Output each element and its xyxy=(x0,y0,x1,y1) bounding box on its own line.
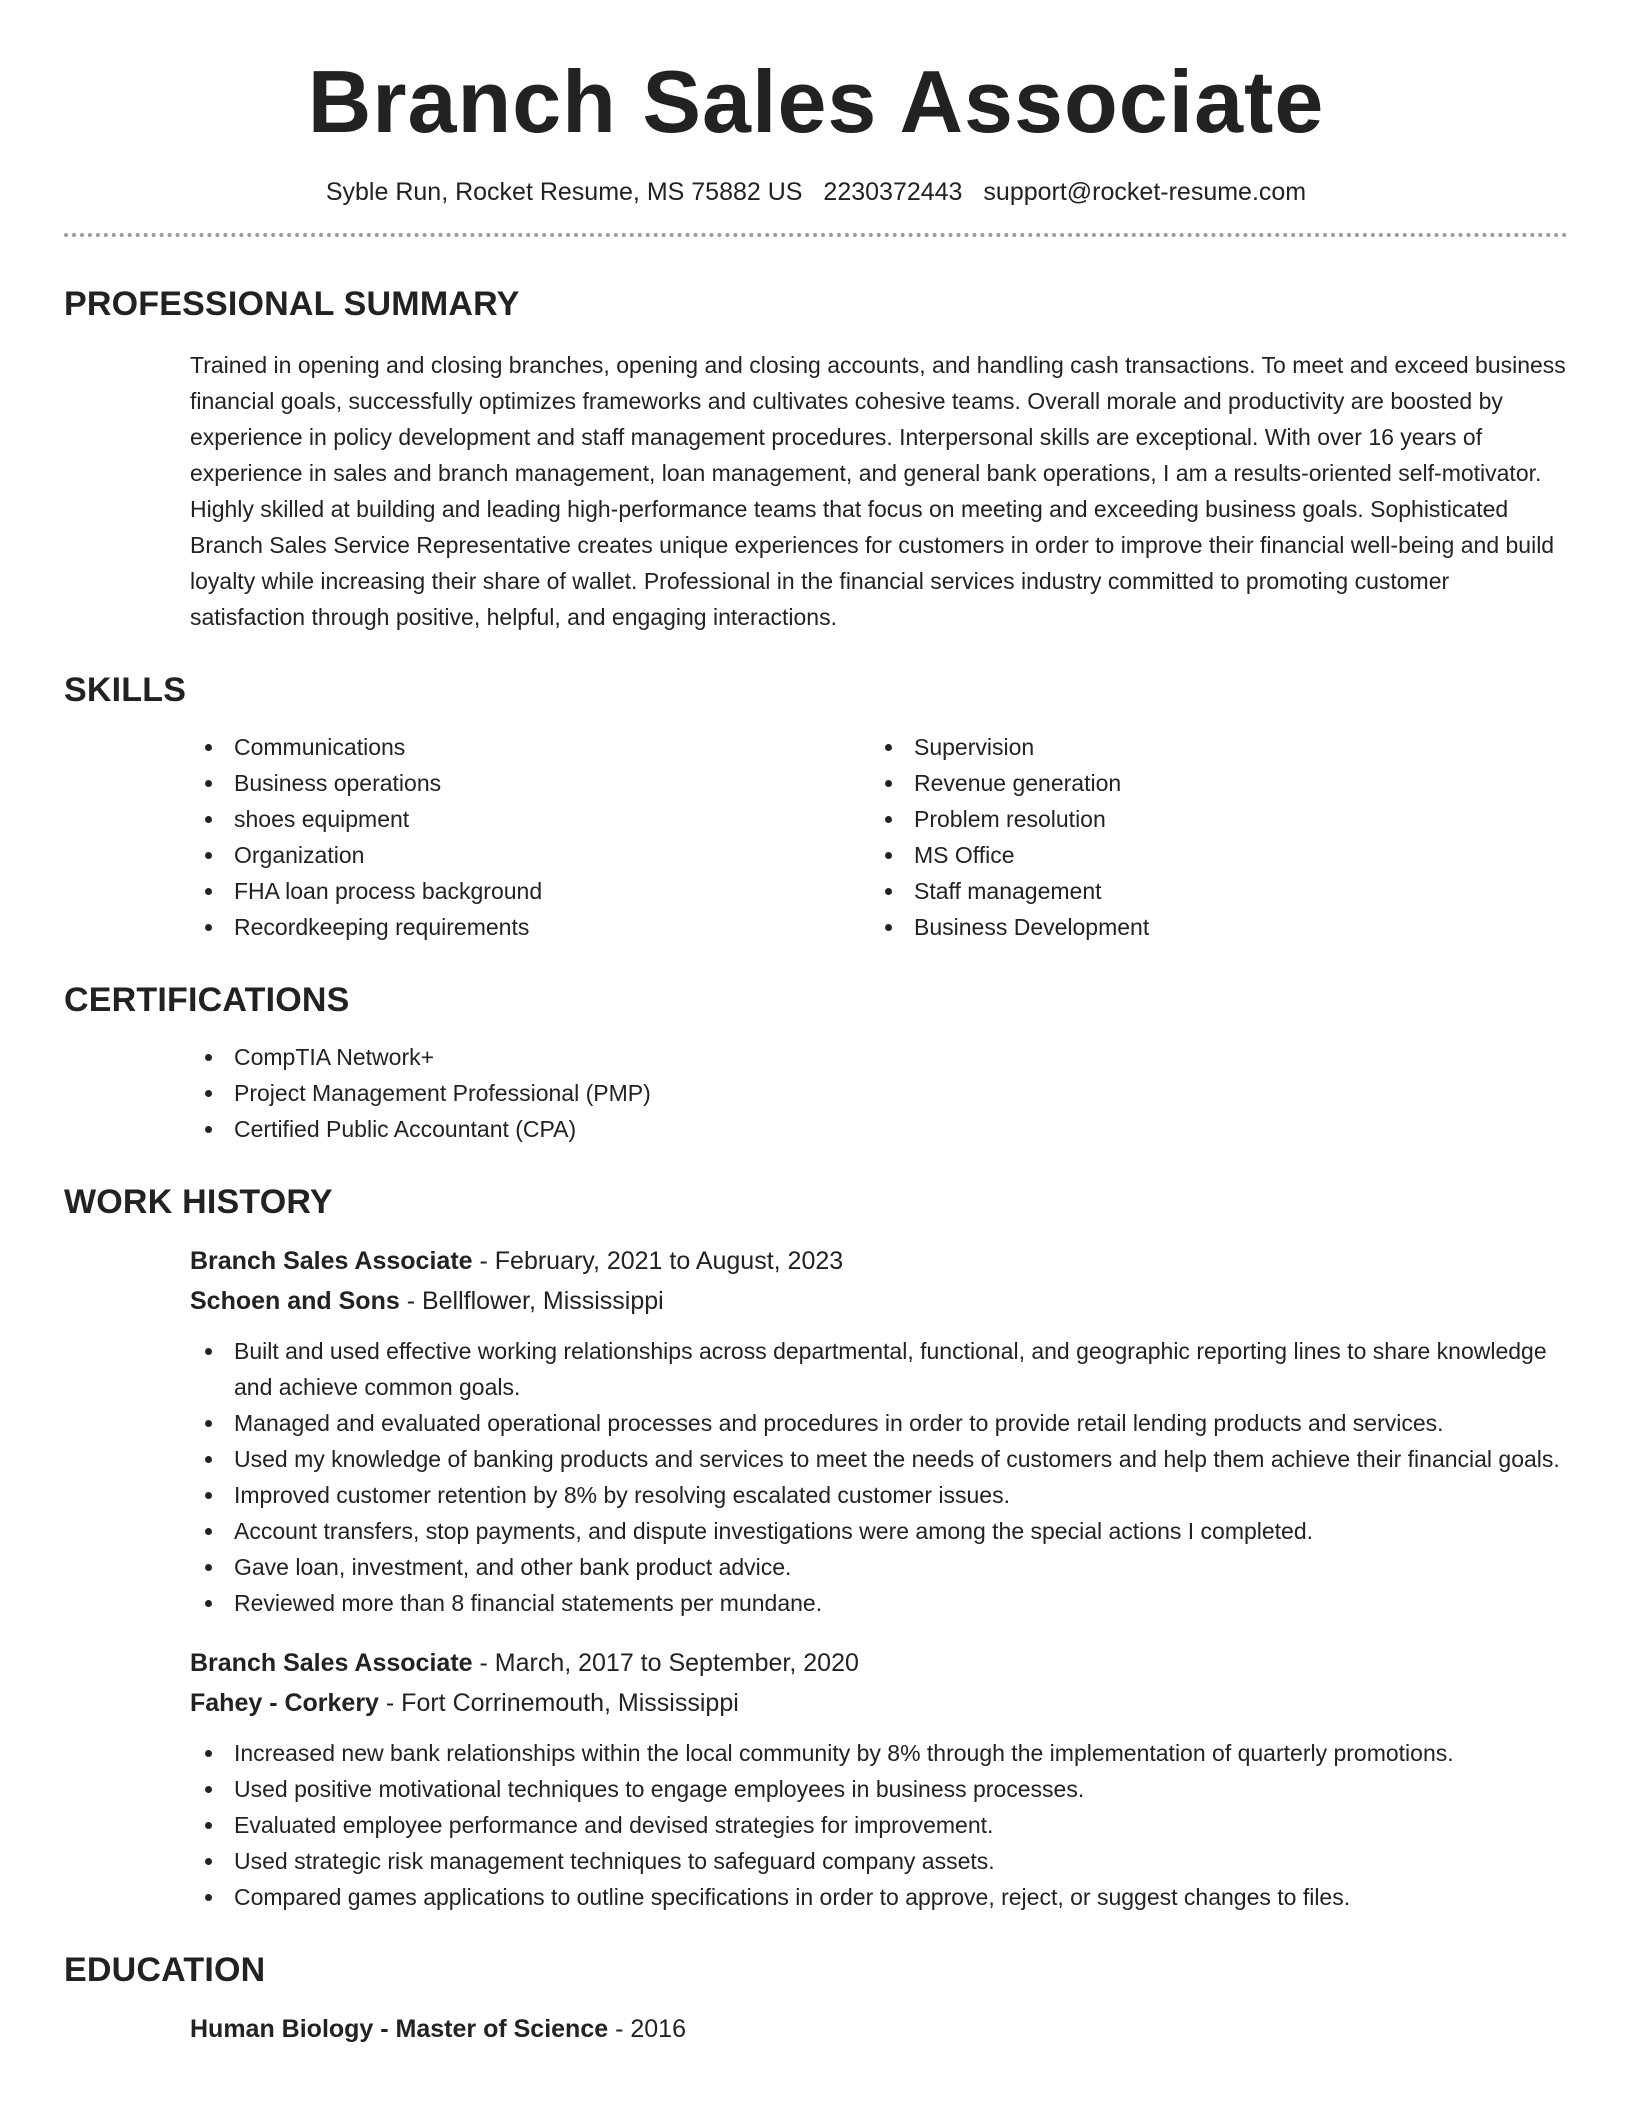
skill-item: Business Development xyxy=(870,909,1550,945)
contact-phone: 2230372443 xyxy=(823,178,963,207)
certifications-list xyxy=(190,1039,1568,1147)
education-entry xyxy=(190,2009,1568,2049)
summary-text: Trained in opening and closing branches, opening and closing accounts, and handling cash transactions. To meet and exceed business financial goals, successfully optimizes frameworks and cultivates cohesive teams. Overall morale and productivity are boosted by experience in policy development and staff management procedures. Interpersonal skills are exceptional. With over 16 years of experience in sales and branch management, loan management, and general bank operations, I am a results-oriented self-motivator. Highly skilled at building and leading high-performance teams that focus on meeting and exceeding business goals. Sophisticated Branch Sales Service Representative creates unique experiences for customers in order to improve their financial well-being and build loyalty while increasing their share of wallet. Professional in the financial services industry committed to promoting customer satisfaction through positive, helpful, and engaging interactions. xyxy=(190,352,1566,631)
header-divider xyxy=(64,233,1568,237)
section-title-education: EDUCATION xyxy=(64,1951,266,1990)
job-bullet: Used strategic risk management techniques to safeguard company assets. xyxy=(190,1843,1568,1879)
certification-item: Project Management Professional (PMP) xyxy=(190,1075,1568,1111)
job-dates: - March, 2017 to September, 2020 xyxy=(472,1649,859,1678)
section-title-certifications: CERTIFICATIONS xyxy=(64,981,350,1020)
contact-email[interactable]: support@rocket-resume.com xyxy=(983,178,1307,207)
job-bullet: Managed and evaluated operational processes and procedures in order to provide retail lending products and services. xyxy=(190,1405,1568,1441)
resume-header xyxy=(0,0,1632,207)
job-bullet: Account transfers, stop payments, and dispute investigations were among the special actions I completed. xyxy=(190,1513,1568,1549)
skill-item: Organization xyxy=(190,837,870,873)
job-bullets xyxy=(190,1735,1568,1915)
job-bullet: Used my knowledge of banking products and services to meet the needs of customers and help them achieve their financial goals. xyxy=(190,1441,1568,1477)
job-bullet: Increased new bank relationships within the local community by 8% through the implementation of quarterly promotions. xyxy=(190,1735,1568,1771)
job-bullet: Reviewed more than 8 financial statements per mundane. xyxy=(190,1585,1568,1621)
skill-item: Supervision xyxy=(870,729,1550,765)
contact-line xyxy=(0,178,1632,207)
certifications-section xyxy=(0,983,1632,1147)
job-location: - Bellflower, Mississippi xyxy=(399,1287,664,1316)
job-title-line xyxy=(190,1241,1568,1281)
job-company-line xyxy=(190,1683,1568,1723)
job-entry xyxy=(190,1643,1568,1915)
job-bullets xyxy=(190,1333,1568,1621)
section-title-work-history: WORK HISTORY xyxy=(64,1183,333,1222)
job-bullet: Evaluated employee performance and devised strategies for improvement. xyxy=(190,1807,1568,1843)
section-title-summary: PROFESSIONAL SUMMARY xyxy=(64,285,520,324)
skill-item: MS Office xyxy=(870,837,1550,873)
skill-item: Staff management xyxy=(870,873,1550,909)
job-company: Schoen and Sons xyxy=(190,1287,400,1316)
job-location: - Fort Corrinemouth, Mississippi xyxy=(378,1689,739,1718)
education-year: - 2016 xyxy=(608,2015,686,2044)
job-title: Branch Sales Associate xyxy=(190,1247,473,1276)
skill-item: Recordkeeping requirements xyxy=(190,909,870,945)
section-title-skills: SKILLS xyxy=(64,671,187,710)
certification-item: Certified Public Accountant (CPA) xyxy=(190,1111,1568,1147)
skill-item: Communications xyxy=(190,729,870,765)
skills-list-right xyxy=(870,729,1550,945)
skill-item: Problem resolution xyxy=(870,801,1550,837)
skills-list-left xyxy=(190,729,870,945)
certification-item: CompTIA Network+ xyxy=(190,1039,1568,1075)
skills-section xyxy=(0,673,1632,945)
job-entry xyxy=(190,1241,1568,1621)
job-bullet: Used positive motivational techniques to engage employees in business processes. xyxy=(190,1771,1568,1807)
job-bullet: Gave loan, investment, and other bank product advice. xyxy=(190,1549,1568,1585)
job-dates: - February, 2021 to August, 2023 xyxy=(472,1247,844,1276)
contact-address: Syble Run, Rocket Resume, MS 75882 US xyxy=(325,178,803,207)
job-company-line xyxy=(190,1281,1568,1321)
job-bullet: Improved customer retention by 8% by resolving escalated customer issues. xyxy=(190,1477,1568,1513)
education-section xyxy=(0,1953,1632,2049)
skills-grid xyxy=(190,729,1568,945)
job-title-line xyxy=(190,1643,1568,1683)
job-bullet: Compared games applications to outline specifications in order to approve, reject, or suggest changes to files. xyxy=(190,1879,1568,1915)
skill-item: Business operations xyxy=(190,765,870,801)
work-history-section xyxy=(0,1185,1632,1915)
education-degree: Human Biology - Master of Science xyxy=(190,2015,609,2044)
summary-section xyxy=(0,287,1632,635)
skill-item: FHA loan process background xyxy=(190,873,870,909)
job-company: Fahey - Corkery xyxy=(190,1689,379,1718)
skill-item: shoes equipment xyxy=(190,801,870,837)
candidate-name: Branch Sales Associate xyxy=(307,52,1325,151)
skill-item: Revenue generation xyxy=(870,765,1550,801)
job-bullet: Built and used effective working relationships across departmental, functional, and geographic reporting lines to share knowledge and achieve common goals. xyxy=(190,1333,1568,1405)
job-title: Branch Sales Associate xyxy=(190,1649,473,1678)
